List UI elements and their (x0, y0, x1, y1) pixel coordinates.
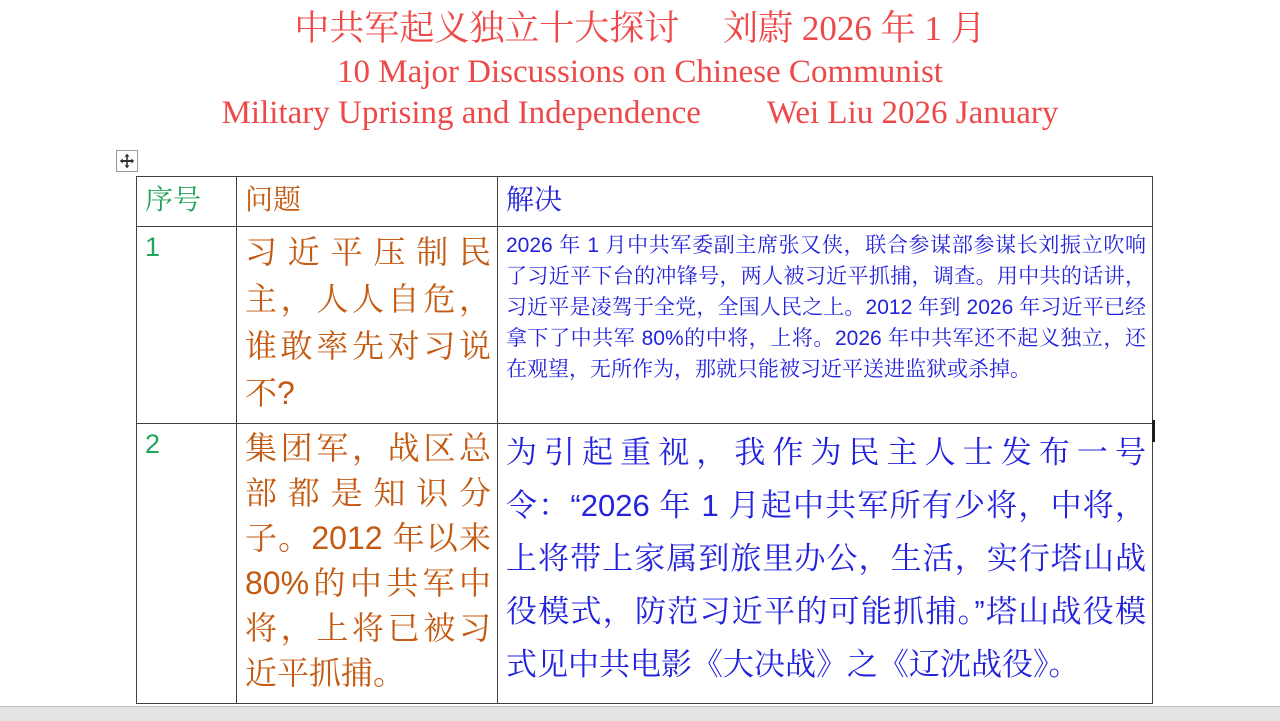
header-cell-index[interactable]: 序号 (137, 177, 237, 227)
text-cursor (1152, 420, 1155, 442)
header-cell-question[interactable]: 问题 (237, 177, 498, 227)
table-move-handle[interactable] (116, 150, 138, 172)
title-line-english-2[interactable]: Military Uprising and Independence Wei Liu 2026 January (221, 95, 1059, 131)
header-cell-solution[interactable]: 解决 (498, 177, 1153, 227)
document-title (0, 6, 1280, 134)
cell-index-1[interactable]: 1 (137, 227, 237, 424)
cell-question-2[interactable]: 集团军，战区总部都是知识分子。2012 年以来 80%的中共军中将，上将已被习近平抓捕。 (237, 424, 498, 704)
content-table (136, 176, 1153, 704)
cell-solution-1[interactable]: 2026 年 1 月中共军委副主席张又侠，联合参谋部参谋长刘振立吹响了习近平下台的冲锋号，两人被习近平抓捕，调查。用中共的话讲，习近平是凌驾于全党，全国人民之上。2012 年到 2026 年习近平已经拿下了中共军 80%的中将，上将。2026 年中共军还不起义独立，还在观望，无所作为，那就只能被习近平送进监狱或杀掉。 (498, 227, 1153, 424)
move-cross-icon (119, 153, 135, 169)
cell-question-1[interactable]: 习近平压制民主，人人自危，谁敢率先对习说不? (237, 227, 498, 424)
title-line-english-1[interactable]: 10 Major Discussions on Chinese Communist (337, 54, 943, 90)
table-row-1 (137, 227, 1153, 424)
table-row-2 (137, 424, 1153, 704)
cell-solution-2[interactable]: 为引起重视，我作为民主人士发布一号令：“2026 年 1 月起中共军所有少将，中将，上将带上家属到旅里办公，生活，实行塔山战役模式，防范习近平的可能抓捕。”塔山战役模式见中共电影《大决战》之《辽沈战役》。 (498, 424, 1153, 704)
table-header-row (137, 177, 1153, 227)
title-line-chinese[interactable]: 中共军起义独立十大探讨 刘蔚 2026 年 1 月 (294, 9, 986, 48)
page-bottom-edge (0, 706, 1280, 721)
cell-index-2[interactable]: 2 (137, 424, 237, 704)
